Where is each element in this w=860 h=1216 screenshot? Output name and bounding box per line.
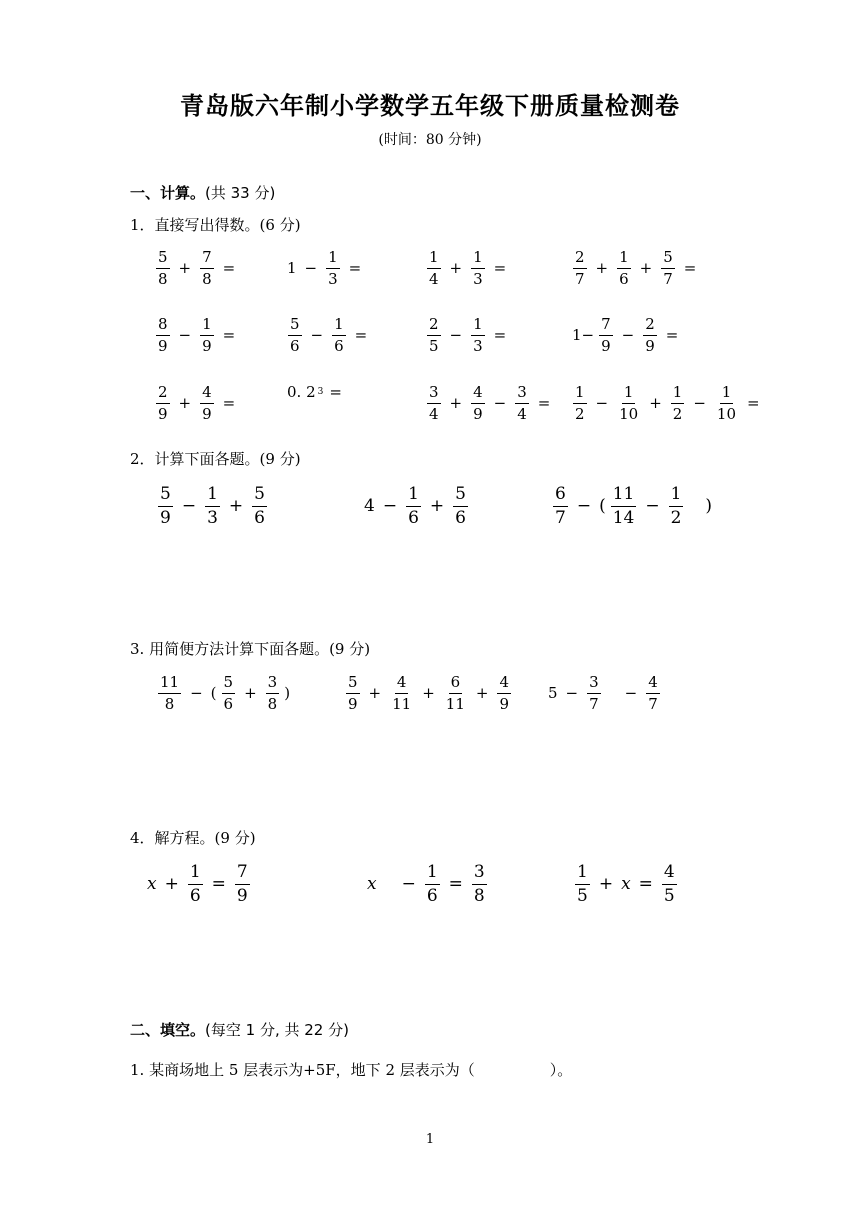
q4-expression (572, 864, 680, 905)
operator: = (537, 394, 551, 412)
fraction (425, 864, 440, 905)
fraction-numerator: 4 (200, 385, 214, 404)
operator: = (211, 874, 226, 894)
variable-x: x (147, 874, 157, 894)
operator: = (348, 259, 362, 277)
fraction (497, 675, 511, 712)
fraction (235, 864, 250, 905)
fraction-denominator: 7 (589, 695, 599, 713)
operator: = (222, 394, 236, 412)
fraction (222, 675, 236, 712)
fraction-denominator: 7 (575, 270, 585, 288)
term: ( (210, 684, 217, 702)
fraction-numerator: 4 (646, 675, 660, 694)
operator: + (244, 684, 257, 702)
fraction-numerator: 1 (622, 385, 636, 404)
q1-expression (424, 250, 512, 287)
fraction (200, 250, 214, 287)
page-number: 1 (425, 1132, 435, 1147)
fraction (326, 250, 340, 287)
fraction-numerator: 1 (326, 250, 340, 269)
fraction-denominator: 8 (267, 695, 278, 713)
fraction (158, 675, 181, 712)
fraction (188, 864, 203, 905)
operator: = (448, 874, 463, 894)
operator: = (329, 383, 342, 401)
q1-expression (153, 250, 241, 287)
section-1-title: 一、计算。 (130, 184, 206, 202)
operator: = (354, 326, 368, 344)
fraction (471, 317, 485, 354)
operator: − (178, 326, 192, 344)
fraction-denominator: 8 (473, 886, 485, 906)
q1-expression (570, 385, 766, 422)
fraction (617, 385, 640, 422)
fraction-denominator: 9 (348, 695, 358, 713)
fraction-numerator: 7 (235, 864, 250, 885)
fraction-numerator: 1 (332, 317, 346, 336)
operator: + (422, 684, 435, 702)
fraction (575, 864, 590, 905)
operator: − (384, 874, 416, 894)
fraction-denominator: 6 (408, 508, 419, 528)
fraction-numerator: 1 (671, 385, 685, 404)
fraction-denominator: 9 (158, 405, 168, 423)
operator: = (493, 326, 507, 344)
term: 0. 2 (287, 383, 316, 401)
question-1-label: 1．直接写出得数。(6 分) (130, 216, 301, 234)
operator: + (449, 394, 463, 412)
operator: − (595, 394, 609, 412)
operator: + (228, 496, 244, 516)
fraction (646, 675, 660, 712)
operator: − (609, 684, 638, 702)
q2-expression (362, 486, 471, 527)
q1-expression (570, 317, 684, 354)
fraction-numerator: 7 (599, 317, 613, 336)
fraction-denominator: 6 (223, 695, 234, 713)
operator: + (429, 496, 445, 516)
q3-expression (546, 675, 663, 712)
fraction (515, 385, 529, 422)
fraction-denominator: 5 (577, 886, 588, 906)
fraction (156, 250, 170, 287)
fraction-numerator: 1 (573, 385, 587, 404)
fraction-denominator: 9 (158, 337, 168, 355)
fraction-numerator: 3 (427, 385, 441, 404)
operator: − (693, 394, 706, 412)
fraction (427, 385, 441, 422)
fraction (332, 317, 346, 354)
fraction-denominator: 9 (236, 886, 248, 906)
fraction-denominator: 9 (160, 508, 171, 528)
fraction-numerator: 3 (587, 675, 601, 694)
operator: = (638, 874, 653, 894)
fraction (472, 864, 487, 905)
fraction-denominator: 9 (202, 405, 212, 423)
fraction-denominator: 9 (202, 337, 212, 355)
fraction (471, 385, 485, 422)
term: ) (688, 496, 713, 516)
fraction (643, 317, 657, 354)
fraction-numerator: 3 (266, 675, 280, 694)
fraction (200, 317, 214, 354)
fraction (661, 250, 675, 287)
fraction (662, 864, 677, 905)
fraction-denominator: 4 (429, 405, 439, 423)
fraction-denominator: 9 (645, 337, 655, 355)
fraction-numerator: 2 (643, 317, 657, 336)
fraction-numerator: 7 (200, 250, 214, 269)
operator: + (449, 259, 463, 277)
fraction-numerator: 2 (156, 385, 170, 404)
fraction (427, 317, 441, 354)
fraction (553, 486, 568, 527)
fraction-denominator: 6 (619, 270, 629, 288)
q3-expression (155, 675, 292, 712)
fraction (453, 486, 468, 527)
fraction-numerator: 4 (395, 675, 409, 694)
fraction-numerator: 1 (188, 864, 203, 885)
fraction-numerator: 2 (427, 317, 441, 336)
fraction-numerator: 1 (205, 486, 220, 507)
variable-x: x (367, 874, 377, 894)
fraction-numerator: 1 (471, 250, 485, 269)
fraction (427, 250, 441, 287)
fraction-numerator: 8 (156, 317, 170, 336)
term: ) (284, 684, 291, 702)
operator: − (304, 259, 318, 277)
fraction-denominator: 5 (429, 337, 439, 355)
section-1-note: (共 33 分) (205, 184, 276, 202)
fraction (669, 486, 684, 527)
fraction-numerator: 1 (669, 486, 684, 507)
operator: − (621, 326, 635, 344)
operator: − (449, 326, 463, 344)
q1-expression (570, 250, 702, 287)
fraction-denominator: 2 (672, 405, 683, 423)
fraction-denominator: 11 (445, 695, 465, 713)
fraction (156, 385, 170, 422)
question-2-label: 2．计算下面各题。(9 分) (130, 450, 301, 468)
fraction-denominator: 8 (164, 695, 175, 713)
fraction-numerator: 4 (662, 864, 677, 885)
fraction (471, 250, 485, 287)
fraction (266, 675, 280, 712)
question-3-label: 3. 用简便方法计算下面各题。(9 分) (130, 640, 371, 658)
fraction-denominator: 7 (555, 508, 566, 528)
q4-expression (365, 864, 490, 905)
fraction (288, 317, 302, 354)
operator: = (747, 394, 760, 412)
fraction-numerator: 6 (449, 675, 463, 694)
fraction (346, 675, 360, 712)
operator: + (649, 394, 662, 412)
time-limit: (时间：80 分钟) (378, 132, 482, 148)
fraction (671, 385, 685, 422)
operator: + (475, 684, 489, 702)
q1-expression (285, 385, 348, 400)
fraction-numerator: 6 (553, 486, 568, 507)
fraction-denominator: 6 (189, 886, 201, 906)
fraction-denominator: 2 (575, 405, 585, 423)
operator: − (382, 496, 398, 516)
fraction (573, 250, 587, 287)
fraction-numerator: 1 (425, 864, 440, 885)
fraction-denominator: 10 (716, 405, 737, 423)
fraction (715, 385, 738, 422)
fraction-numerator: 5 (346, 675, 360, 694)
fraction (158, 486, 173, 527)
fraction-denominator: 7 (648, 695, 658, 713)
q2-expression (155, 486, 270, 527)
fraction-denominator: 4 (429, 270, 439, 288)
operator: + (178, 394, 192, 412)
operator: = (683, 259, 697, 277)
q3-expression (343, 675, 514, 712)
operator: − (190, 684, 203, 702)
question-4-label: 4．解方程。(9 分) (130, 829, 256, 847)
fraction-denominator: 6 (254, 508, 265, 528)
fraction-denominator: 6 (290, 337, 300, 355)
operator: = (493, 259, 507, 277)
fraction-numerator: 1 (575, 864, 590, 885)
operator: = (222, 326, 236, 344)
fraction-numerator: 11 (611, 486, 637, 507)
operator: + (595, 259, 609, 277)
operator: − (576, 496, 592, 516)
operator: − (645, 496, 660, 516)
term: 5 (548, 684, 558, 702)
fraction-numerator: 2 (573, 250, 587, 269)
fraction-numerator: 5 (288, 317, 302, 336)
fraction-denominator: 9 (601, 337, 611, 355)
fraction-denominator: 6 (455, 508, 466, 528)
fraction-denominator: 4 (517, 405, 527, 423)
operator: + (368, 684, 382, 702)
q4-expression (145, 864, 253, 905)
q1-expression (285, 250, 367, 287)
operator: = (665, 326, 679, 344)
fraction-denominator: 10 (619, 405, 639, 423)
operator: − (493, 394, 507, 412)
variable-x: x (621, 874, 631, 894)
q1-expression (285, 317, 373, 354)
term: ( (599, 496, 606, 516)
exponent: 3 (317, 387, 324, 397)
operator: + (639, 259, 653, 277)
fraction-numerator: 4 (471, 385, 485, 404)
fraction-numerator: 1 (720, 385, 734, 404)
fraction (599, 317, 613, 354)
fraction-numerator: 5 (222, 675, 236, 694)
q2-expression (550, 486, 714, 527)
fraction-denominator: 3 (328, 270, 338, 288)
term: 4 (364, 496, 375, 516)
term: 1 (287, 259, 297, 277)
fraction-denominator: 8 (202, 270, 212, 288)
fraction (252, 486, 267, 527)
fraction-denominator: 6 (426, 886, 438, 906)
q1-expression (424, 385, 556, 422)
fraction-numerator: 1 (617, 250, 631, 269)
q1-expression (153, 385, 241, 422)
section-2-note: (每空 1 分, 共 22 分) (205, 1021, 349, 1039)
fraction-denominator: 6 (334, 337, 344, 355)
fraction (200, 385, 214, 422)
fraction (390, 675, 413, 712)
operator: − (181, 496, 197, 516)
page-title: 青岛版六年制小学数学五年级下册质量检测卷 (180, 92, 680, 120)
fraction (406, 486, 421, 527)
fraction (156, 317, 170, 354)
fraction-numerator: 3 (472, 864, 487, 885)
fraction-numerator: 1 (471, 317, 485, 336)
fraction (587, 675, 601, 712)
operator: − (310, 326, 324, 344)
fraction-numerator: 5 (158, 486, 173, 507)
operator: + (598, 874, 614, 894)
q1-expression (153, 317, 241, 354)
fraction-denominator: 3 (207, 508, 218, 528)
fraction-numerator: 5 (156, 250, 170, 269)
fraction-numerator: 3 (515, 385, 529, 404)
fraction-numerator: 1 (427, 250, 441, 269)
fraction-denominator: 5 (663, 886, 675, 906)
q1-expression (424, 317, 512, 354)
operator: + (178, 259, 192, 277)
fraction-denominator: 3 (473, 337, 483, 355)
operator: − (565, 684, 579, 702)
fraction-denominator: 11 (392, 695, 412, 713)
fraction-denominator: 2 (670, 508, 682, 528)
operator: + (164, 874, 179, 894)
fraction (617, 250, 631, 287)
operator: = (222, 259, 236, 277)
fraction (444, 675, 467, 712)
fraction-numerator: 5 (453, 486, 468, 507)
fraction-denominator: 9 (499, 695, 510, 713)
fraction-denominator: 8 (158, 270, 168, 288)
fraction-numerator: 1 (406, 486, 421, 507)
section-2-title: 二、填空。 (130, 1021, 206, 1039)
section-2-heading (130, 1019, 349, 1040)
fill-question-1: 1. 某商场地上 5 层表示为+5F，地下 2 层表示为（ ）。 (130, 1061, 573, 1079)
term: 1− (572, 326, 595, 344)
fraction-numerator: 4 (497, 675, 511, 694)
fraction-numerator: 5 (661, 250, 675, 269)
fraction (205, 486, 220, 527)
fraction-denominator: 7 (663, 270, 673, 288)
fraction-denominator: 9 (473, 405, 483, 423)
fraction (611, 486, 637, 527)
fraction (573, 385, 587, 422)
fraction-numerator: 11 (158, 675, 181, 694)
fraction-numerator: 5 (252, 486, 267, 507)
fraction-denominator: 3 (473, 270, 483, 288)
section-1-heading (130, 182, 275, 203)
fraction-denominator: 14 (612, 508, 635, 528)
fraction-numerator: 1 (200, 317, 214, 336)
